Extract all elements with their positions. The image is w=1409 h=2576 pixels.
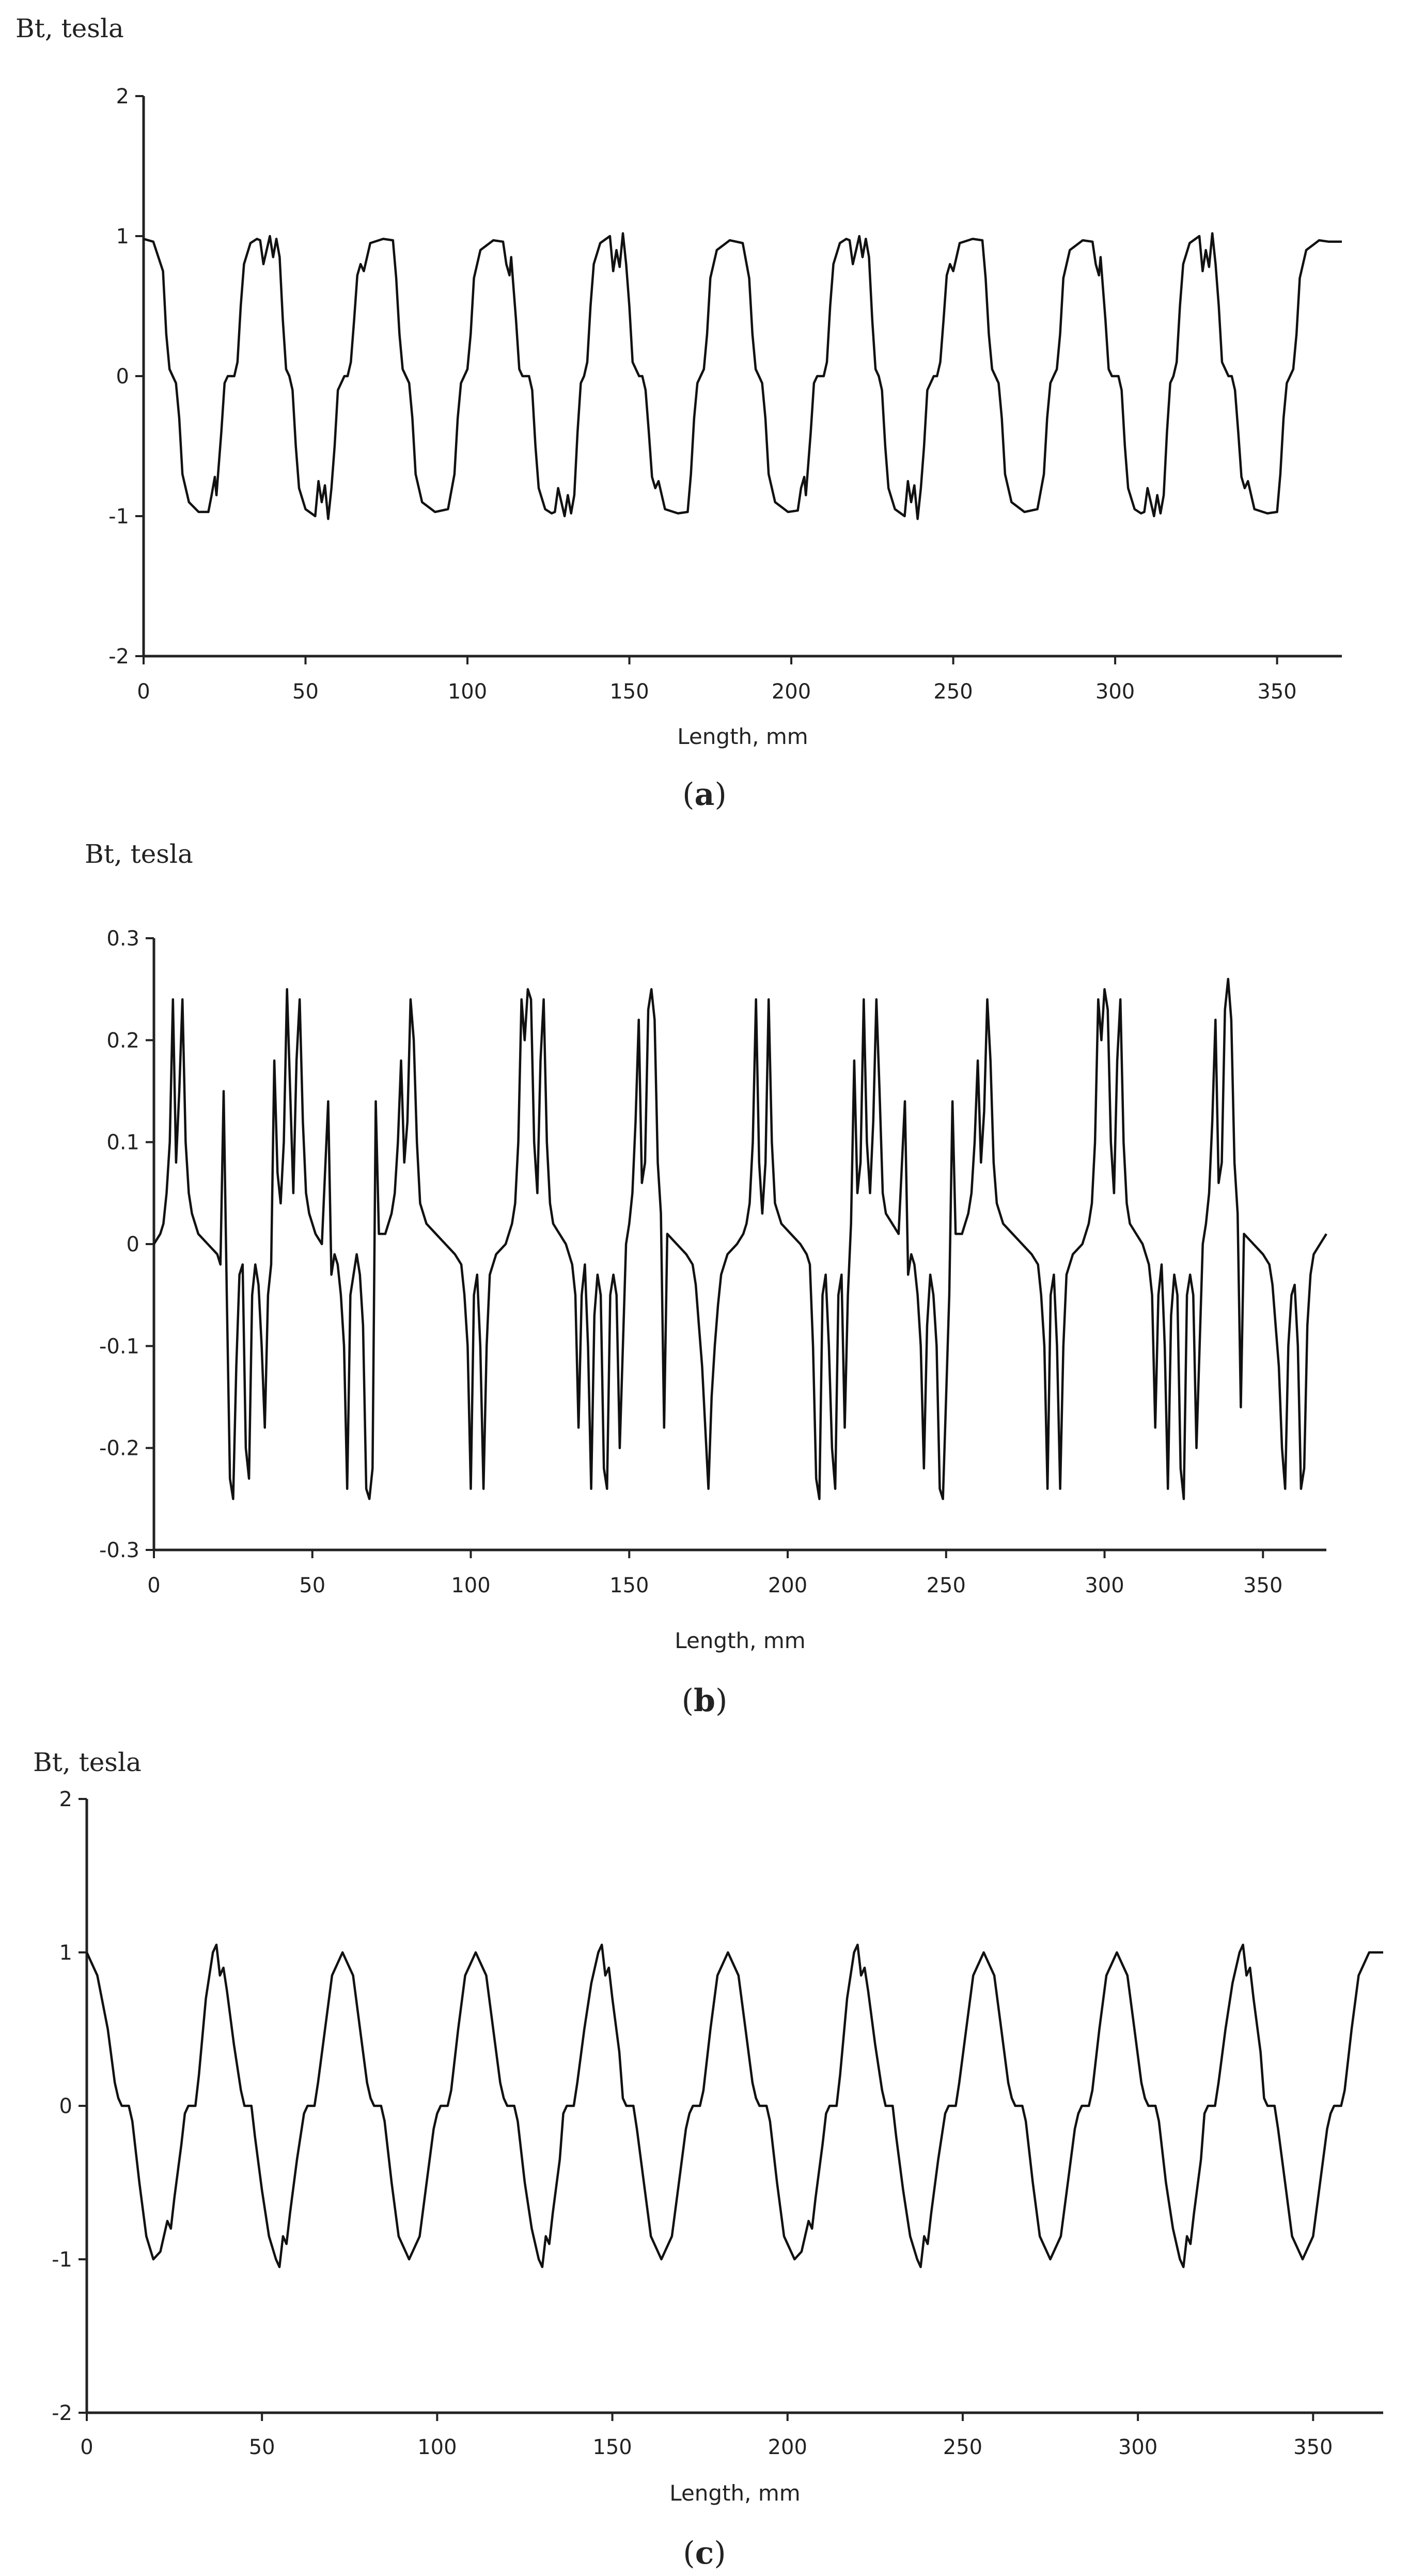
panel-c-xtick-label: 300: [1118, 2435, 1158, 2459]
panel-a-series-line: [144, 234, 1342, 519]
panel-c-xtick-label: 0: [80, 2435, 93, 2459]
panel-b-ytick-label: 0.2: [106, 1029, 139, 1053]
panel-b-xtick-label: 300: [1085, 1574, 1124, 1597]
panel-c-xtick-label: 100: [417, 2435, 457, 2459]
panel-b-xtick-label: 350: [1243, 1574, 1283, 1597]
panel-b-ytick-label: 0.1: [106, 1130, 139, 1155]
panel-c-ytick-label: 2: [59, 1788, 72, 1811]
panel-a-ytick-label: 1: [116, 225, 129, 249]
panel-c-xtick-label: 50: [248, 2435, 275, 2459]
panel-a-xtick-label: 350: [1257, 680, 1297, 704]
panel-c-xtick-label: 150: [592, 2435, 632, 2459]
panel-b-series-line: [154, 979, 1326, 1499]
panel-a-xlabel: Length, mm: [677, 724, 808, 749]
panel-a-xtick-label: 150: [609, 680, 649, 704]
panel-a-ytick-label: -2: [108, 645, 129, 669]
panel-c-ytick-label: 0: [59, 2094, 72, 2118]
panel-a-xtick-label: 100: [447, 680, 488, 704]
panel-a-ytick-label: 0: [116, 365, 129, 389]
panel-c-chart: [33, 1747, 1383, 2571]
panel-c-ytick-label: 1: [59, 1941, 72, 1965]
panel-c-ylabel: Bt, tesla: [33, 1747, 142, 1777]
panel-a-ytick-label: 2: [116, 85, 129, 108]
panel-c-xtick-label: 350: [1293, 2435, 1333, 2459]
panel-a-ylabel: Bt, tesla: [15, 13, 124, 43]
panel-a-ytick-label: -1: [108, 505, 129, 529]
panel-c-xtick-label: 250: [943, 2435, 983, 2459]
panel-c-xtick-label: 200: [768, 2435, 807, 2459]
panel-c-ytick-label: -1: [52, 2248, 72, 2272]
panel-b-caption: (b): [681, 1683, 728, 1719]
panel-a-caption: (a): [682, 777, 727, 813]
panel-a-xtick-label: 300: [1095, 680, 1135, 704]
panel-b-xtick-label: 100: [451, 1574, 491, 1597]
panel-b-ytick-label: -0.2: [99, 1436, 139, 1461]
panel-c-caption: (c): [683, 2535, 726, 2571]
panel-c-xlabel: Length, mm: [669, 2480, 801, 2506]
panel-b-xtick-label: 200: [768, 1574, 808, 1597]
panel-b-xtick-label: 150: [609, 1574, 649, 1597]
panel-a-xtick-label: 0: [137, 680, 150, 704]
panel-a-xtick-label: 50: [292, 680, 319, 704]
panel-b-xtick-label: 50: [299, 1574, 326, 1597]
panel-b-xtick-label: 0: [147, 1574, 161, 1597]
panel-a-xtick-label: 200: [771, 680, 811, 704]
panel-b-ytick-label: 0: [126, 1233, 139, 1256]
panel-b-ylabel: Bt, tesla: [85, 839, 193, 869]
panel-c-ytick-label: -2: [52, 2401, 72, 2425]
panel-b-ytick-label: 0.3: [106, 927, 139, 951]
panel-b-ytick-label: -0.1: [99, 1334, 139, 1359]
panel-b-chart: [85, 839, 1326, 1719]
panel-b-ytick-label: -0.3: [99, 1539, 139, 1562]
panel-b-xlabel: Length, mm: [675, 1628, 806, 1653]
panel-b-xtick-label: 250: [926, 1574, 966, 1597]
panel-c-series-line: [87, 1945, 1383, 2267]
panel-a-xtick-label: 250: [933, 680, 973, 704]
panel-a-chart: [15, 13, 1342, 813]
